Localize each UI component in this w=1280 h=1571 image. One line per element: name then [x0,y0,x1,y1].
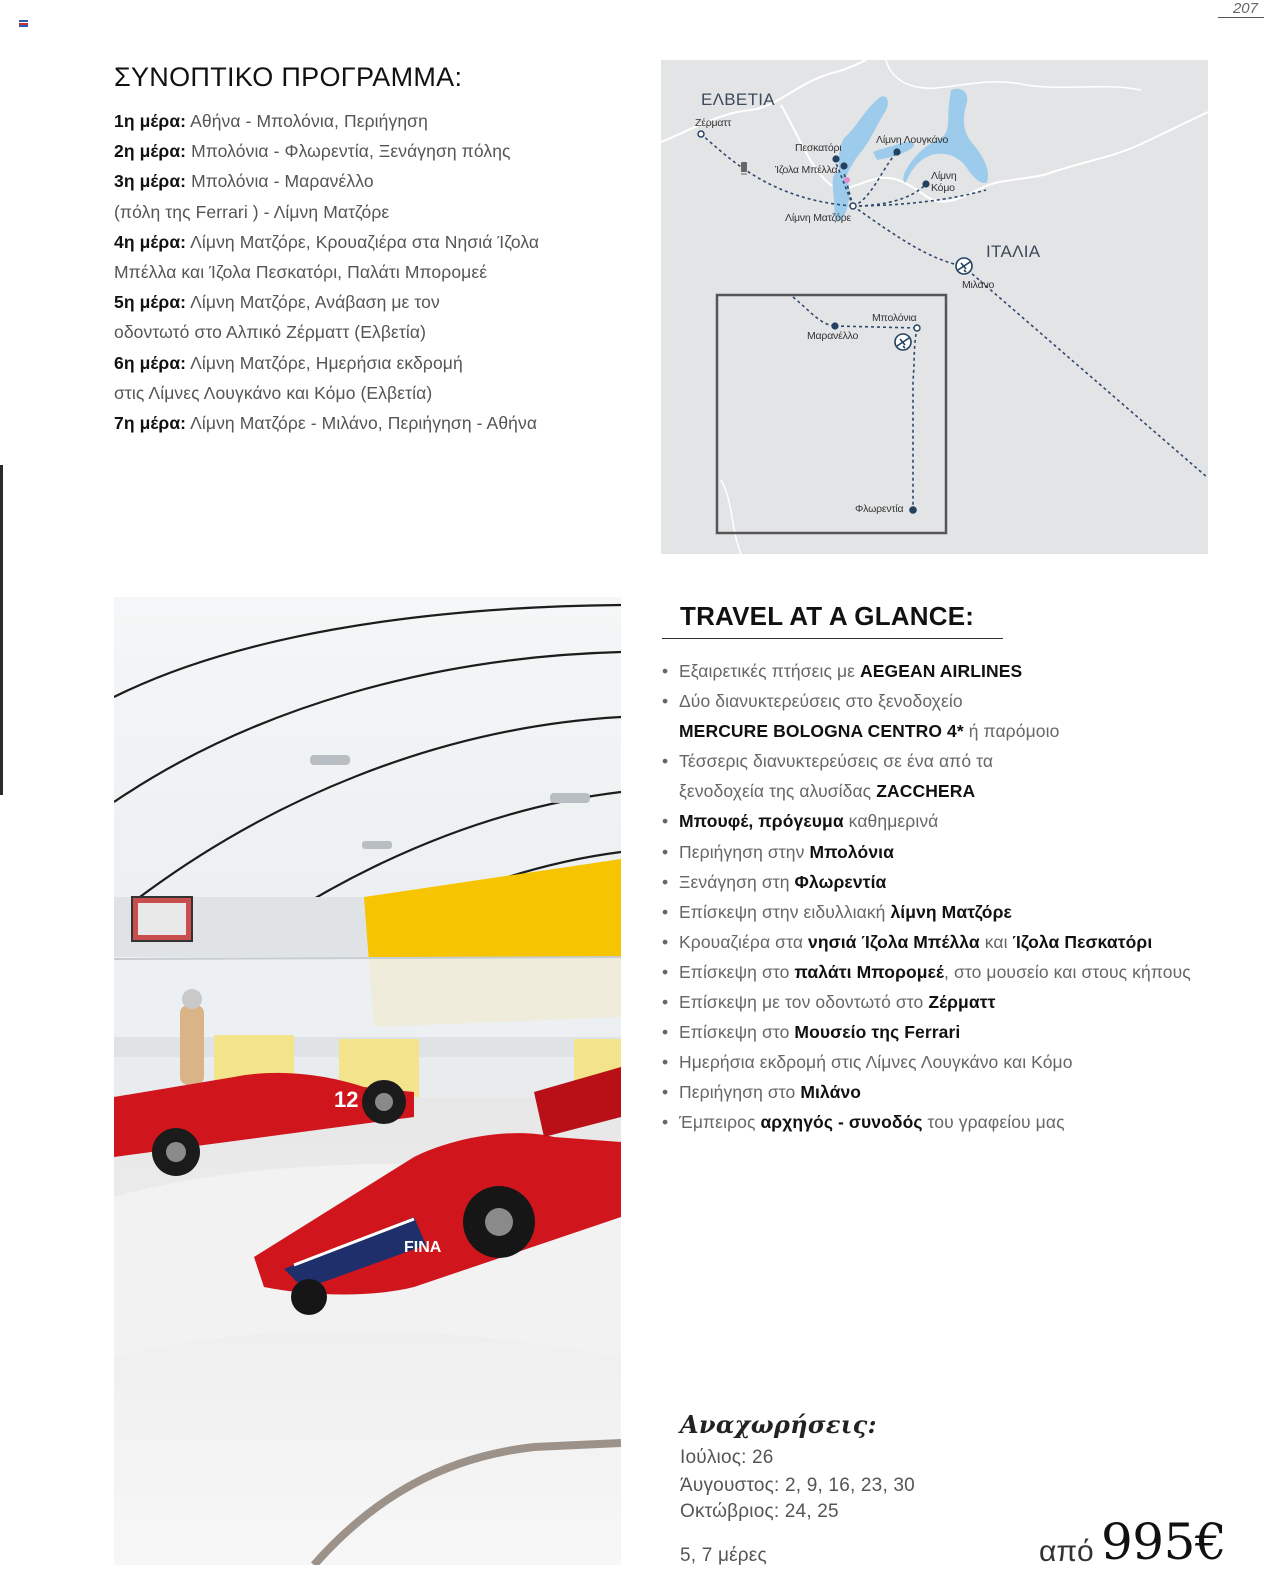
map-label-bologna: Μπολόνια [872,312,917,324]
route-map [661,60,1208,554]
price-value: 995€ [1101,1513,1227,1571]
glance-item: • Επίσκεψη στο Μουσείο της Ferrari [662,1022,961,1043]
glance-item: • Δύο διανυκτερεύσεις στο ξενοδοχείο [662,691,963,712]
page-number-rule [1218,17,1264,18]
ferrari-museum-illustration [114,597,621,1565]
ferrari-museum-photo [114,597,621,1565]
map-label-zermatt: Ζέρματτ [695,117,732,129]
glance-item: MERCURE BOLOGNA CENTRO 4* ή παρόμοιο [679,721,1060,742]
map-country-switzerland: ΕΛΒΕΤΙΑ [701,90,775,109]
program-line: 1η μέρα: Αθήνα - Μπολόνια, Περιήγηση [114,111,428,131]
glance-item: • Ξενάγηση στη Φλωρεντία [662,871,887,892]
map-label-milano: Μιλάνο [962,279,995,291]
program-line: (πόλη της Ferrari ) - Λίμνη Ματζόρε [114,201,390,222]
edge-bar [0,465,3,795]
price-from-label: από [1039,1535,1094,1568]
glance-list [662,656,1222,1138]
glance-item: ξενοδοχεία της αλυσίδας ZACCHERA [679,781,976,802]
glance-item: • Περιήγηση στην Μπολόνια [662,841,894,862]
flag-icon [19,20,28,27]
car-number: 12 [334,1087,359,1112]
glance-item: • Εξαιρετικές πτήσεις με AEGEAN AIRLINES [662,661,1023,681]
airport-bologna-icon [895,334,911,350]
program-line: 2η μέρα: Μπολόνια - Φλωρεντία, Ξενάγηση πόλης [114,141,511,162]
map-label-florence: Φλωρεντία [855,503,904,515]
map-label-maggiore: Λίμνη Ματζόρε [785,212,852,224]
departures-october: Οκτώβριος: 24, 25 [680,1501,839,1522]
trip-duration: 5, 7 μέρες [680,1545,767,1566]
glance-item: • Επίσκεψη στο παλάτι Μπορομεέ, στο μουσείο και στους κήπους [662,961,1191,982]
glance-title-rule [662,638,1003,639]
program-line: 7η μέρα: Λίμνη Ματζόρε - Μιλάνο, Περιήγηση - Αθήνα [114,413,538,434]
program-list [114,106,634,438]
glance-item: • Επίσκεψη με τον οδοντωτό στο Ζέρματτ [662,992,996,1013]
map-label-como: Λίμνη Κόμο [931,170,957,194]
program-line: οδοντωτό στο Αλπικό Ζέρματτ (Ελβετία) [114,322,427,343]
program-line: στις Λίμνες Λουγκάνο και Κόμο (Ελβετία) [114,382,433,403]
map-label-lugano: Λίμνη Λουγκάνο [876,134,949,146]
departures-august: Άυγουστος: 2, 9, 16, 23, 30 [680,1475,915,1496]
airport-milano-icon [956,258,972,274]
glance-item: • Επίσκεψη στην ειδυλλιακή λίμνη Ματζόρε [662,901,1012,922]
glance-item: • Έμπειρος αρχηγός - συνοδός του γραφείου μας [662,1112,1065,1133]
program-line: 3η μέρα: Μπολόνια - Μαρανέλλο [114,171,374,192]
program-line: 5η μέρα: Λίμνη Ματζόρε, Ανάβαση με τον [114,292,440,313]
program-title: ΣΥΝΟΠΤΙΚΟ ΠΡΟΓΡΑΜΜΑ: [114,62,463,92]
glance-title: TRAVEL AT A GLANCE: [680,601,975,631]
glance-item: • Περιήγηση στο Μιλάνο [662,1082,862,1103]
glance-item: • Κρουαζιέρα στα νησιά Ίζολα Μπέλλα και Ίζολα Πεσκατόρι [662,931,1153,952]
map-country-italy: ΙΤΑΛΙΑ [986,242,1041,261]
program-line: 4η μέρα: Λίμνη Ματζόρε, Κρουαζιέρα στα Νησιά Ίζολα [114,231,540,252]
program-line: 6η μέρα: Λίμνη Ματζόρε, Ημερήσια εκδρομή [114,352,463,373]
map-label-maranello: Μαρανέλλο [807,330,859,342]
departures-title: Αναχωρήσεις: [680,1410,877,1439]
glance-item: • Ημερήσια εκδρομή στις Λίμνες Λουγκάνο και Κόμο [662,1052,1073,1073]
glance-item: • Μπουφέ, πρόγευμα καθημερινά [662,811,939,832]
page-number: 207 [1232,0,1258,17]
map-label-isola-bella: Ίζολα Μπέλλα [775,164,838,176]
program-line: Μπέλλα και Ίζολα Πεσκατόρι, Παλάτι Μπορομεέ [114,262,488,283]
train-icon [741,162,747,174]
map-label-peskatori: Πεσκατόρι [795,142,842,154]
glance-item: • Τέσσερις διανυκτερεύσεις σε ένα από τα [662,751,994,772]
departures-july: Ιούλιος: 26 [680,1447,774,1468]
car-sponsor-text: FINA [404,1239,442,1256]
